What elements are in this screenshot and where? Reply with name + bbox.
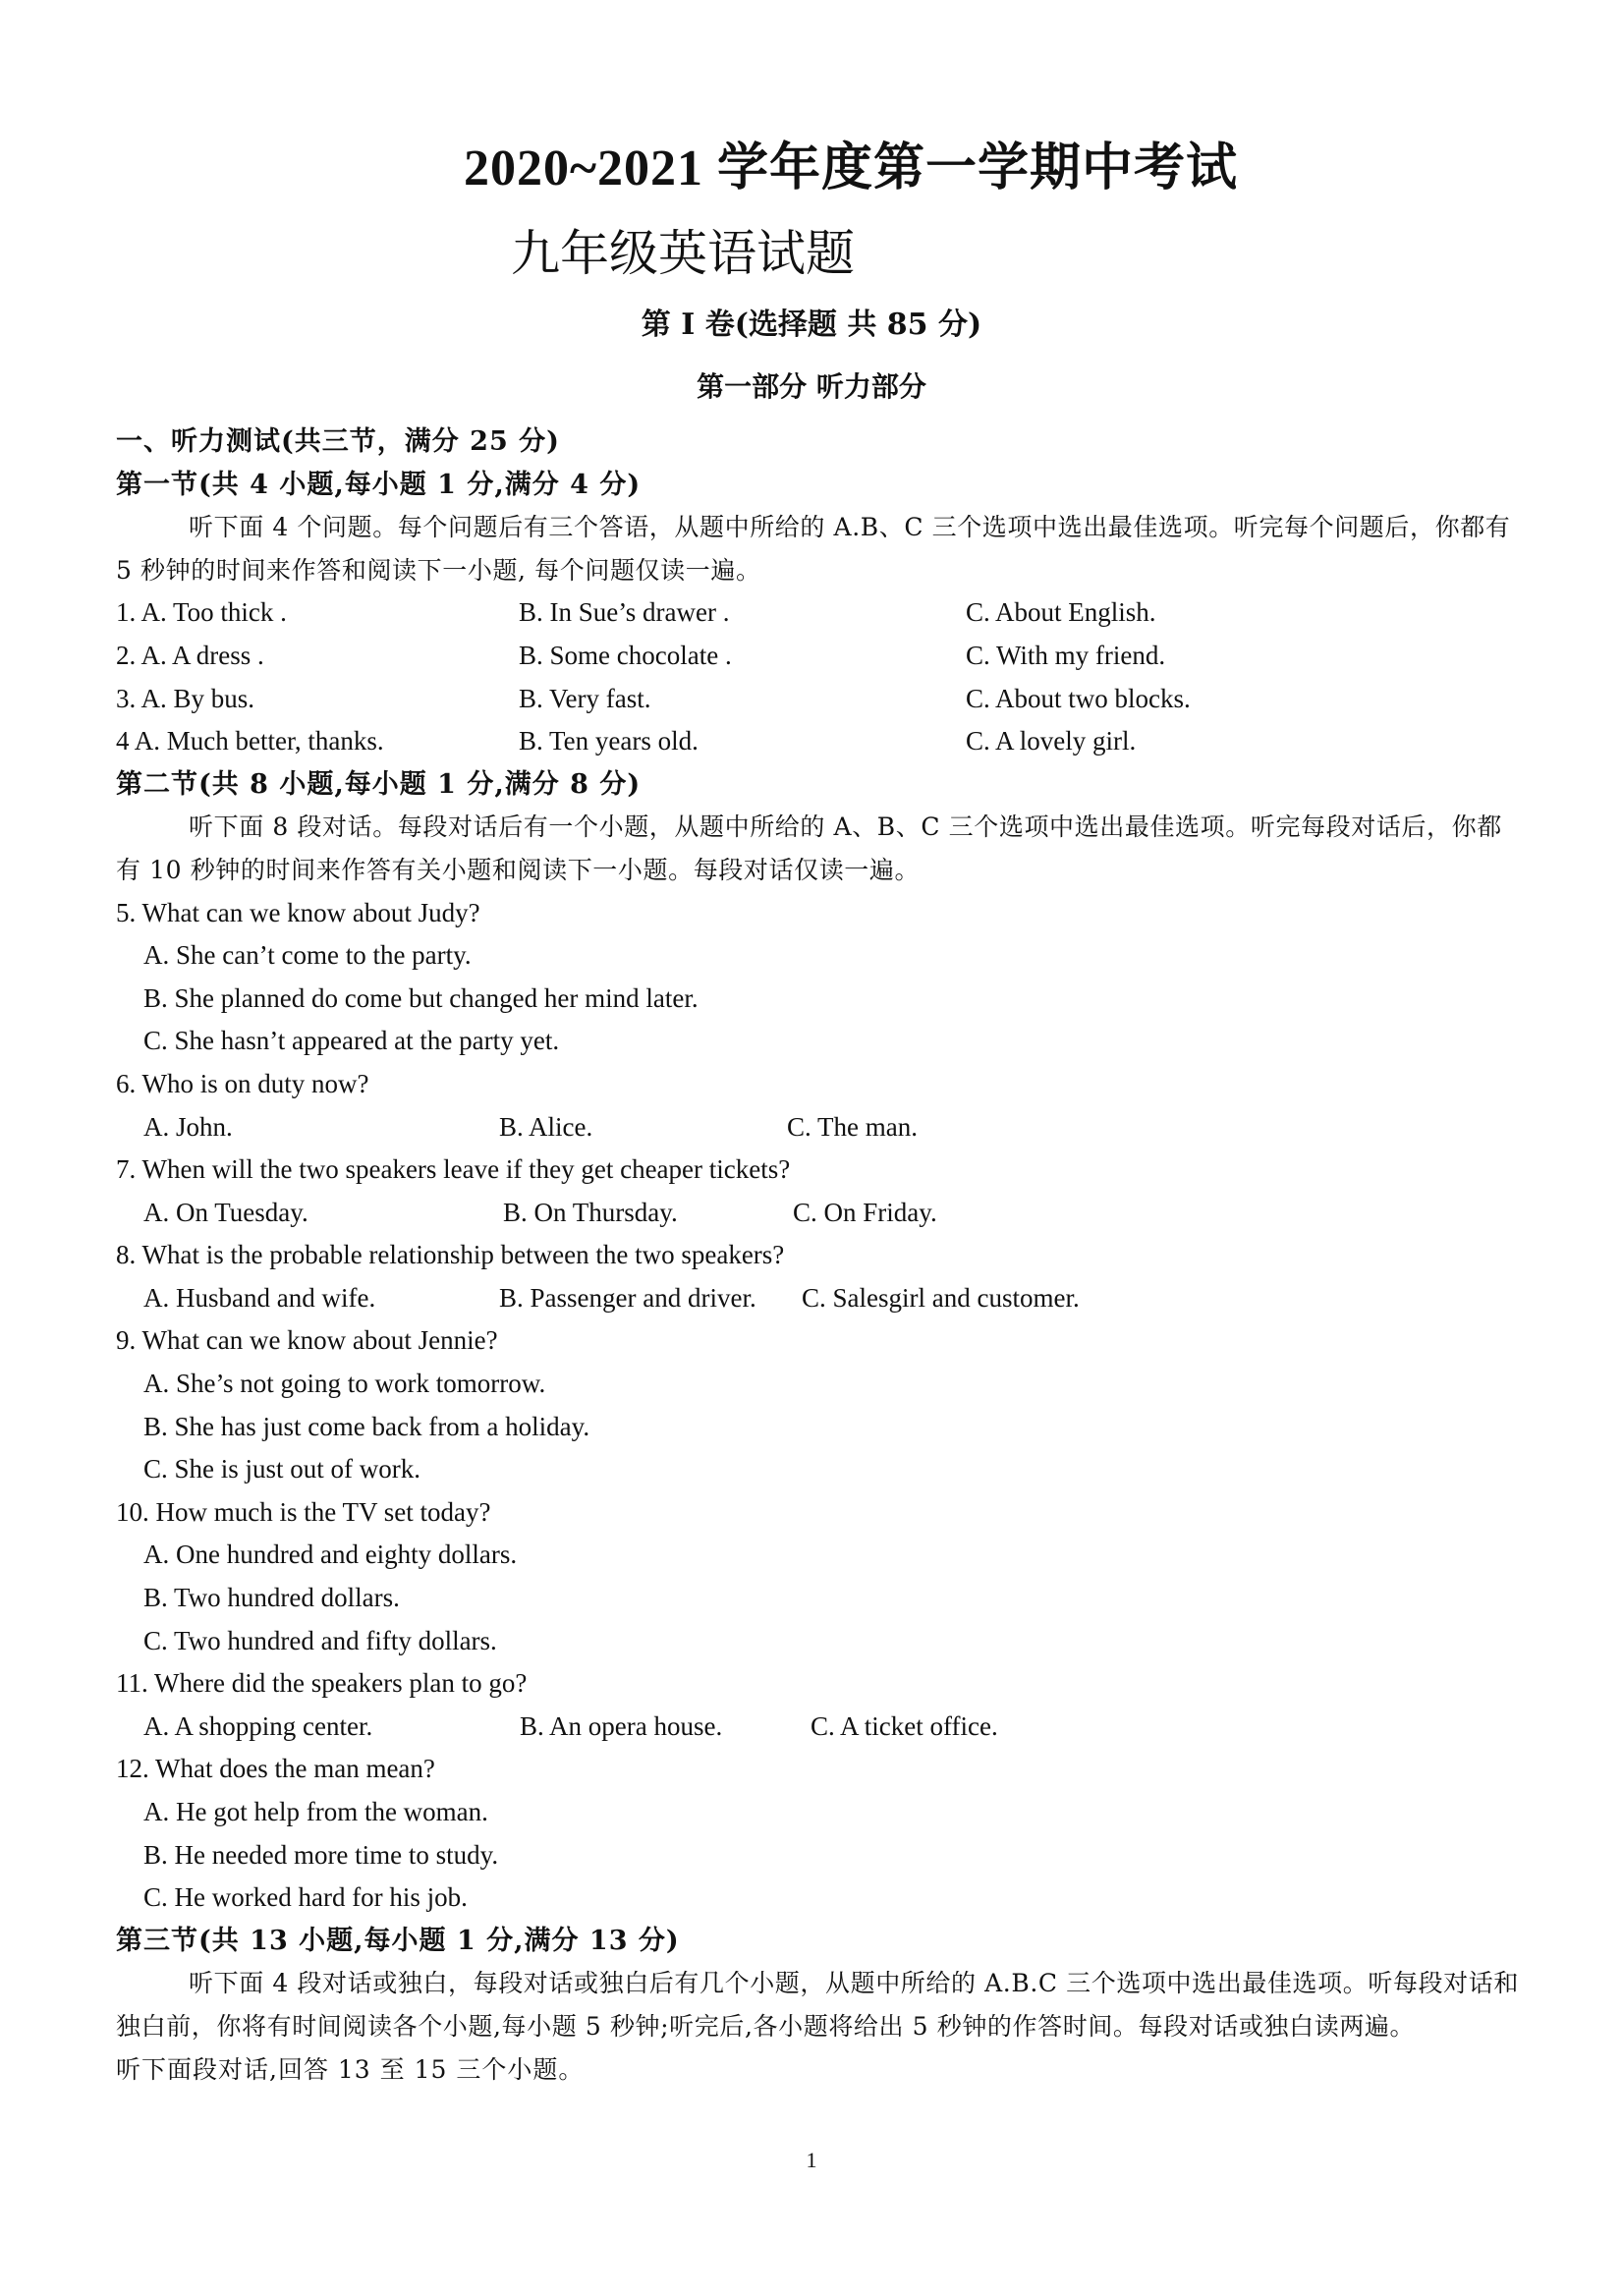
volume-heading: 第 I 卷(选择题 共 85 分) xyxy=(641,308,982,342)
option-b: B. Alice. xyxy=(499,1111,593,1142)
option-c: C. About English. xyxy=(966,597,1156,628)
option-c: C. With my friend. xyxy=(966,640,1166,670)
option-c: C. She hasn’t appeared at the party yet. xyxy=(143,1026,560,1056)
option-a: A. John. xyxy=(143,1111,233,1142)
subsection-3-instructions: 听下面 4 段对话或独白，每段对话或独白后有几个小题，从题中所给的 A.B.C 三个选项中选出最佳选项。听每段对话和独白前，你将有时间阅读各个小题,每小题 5 秒钟;听完后,各小题将给出 5 秒钟的作答时间。每段对话或独白读两遍。 xyxy=(116,1969,1519,2041)
option-c: C. On Friday. xyxy=(793,1197,937,1227)
option-b: B. Passenger and driver. xyxy=(499,1282,756,1313)
section-heading: 一、听力测试(共三节，满分 25 分) xyxy=(116,426,560,457)
question-stem: 6. Who is on duty now? xyxy=(116,1068,369,1098)
question-stem: 8. What is the probable relationship between the two speakers? xyxy=(116,1240,785,1270)
question-stem: 9. What can we know about Jennie? xyxy=(116,1325,498,1356)
subsection-3-note: 听下面段对话,回答 13 至 15 三个小题。 xyxy=(116,2054,585,2084)
question-stem: 5. What can we know about Judy? xyxy=(116,897,480,927)
option-a: A. Husband and wife. xyxy=(143,1282,376,1313)
question-stem: 12. What does the man mean? xyxy=(116,1754,435,1784)
option-c: C. Salesgirl and customer. xyxy=(802,1282,1080,1313)
option-c: C. About two blocks. xyxy=(966,683,1191,713)
question-row xyxy=(116,635,1521,678)
question-row xyxy=(116,720,1521,763)
subsection-2-instructions: 听下面 8 段对话。每段对话后有一个小题，从题中所给的 A、B、C 三个选项中选出最佳选项。听完每段对话后，你都有 10 秒钟的时间来作答有关小题和阅读下一小题。每段对话仅读一遍。 xyxy=(116,812,1502,884)
question-options xyxy=(116,1192,1521,1235)
question-row xyxy=(116,678,1521,721)
option-a: A. One hundred and eighty dollars. xyxy=(143,1540,518,1570)
option-a: 4 A. Much better, thanks. xyxy=(116,726,384,756)
option-c: C. A ticket office. xyxy=(811,1710,998,1741)
subsection-1-heading: 第一节(共 4 小题,每小题 1 分,满分 4 分) xyxy=(116,469,642,500)
option-c: C. He worked hard for his job. xyxy=(143,1882,468,1913)
part-heading: 第一部分 听力部分 xyxy=(697,370,926,403)
question-stem: 11. Where did the speakers plan to go? xyxy=(116,1668,528,1699)
option-a: A. He got help from the woman. xyxy=(143,1797,488,1826)
option-b: B. Two hundred dollars. xyxy=(143,1583,400,1613)
option-b: B. Very fast. xyxy=(519,683,651,713)
subsection-3-heading: 第三节(共 13 小题,每小题 1 分,满分 13 分) xyxy=(116,1925,680,1956)
exam-content xyxy=(116,420,1521,2091)
page-number: 1 xyxy=(806,2148,817,2172)
option-a: A. She can’t come to the party. xyxy=(143,940,472,971)
option-a: A. A shopping center. xyxy=(143,1710,373,1741)
option-a: A. She’s not going to work tomorrow. xyxy=(143,1369,546,1399)
option-b: B. She has just come back from a holiday. xyxy=(143,1411,590,1441)
option-c: C. Two hundred and fifty dollars. xyxy=(143,1625,497,1655)
question-row xyxy=(116,591,1521,635)
option-c: C. The man. xyxy=(787,1111,918,1142)
option-b: B. Some chocolate . xyxy=(519,640,732,670)
exam-subtitle: 九年级英语试题 xyxy=(511,226,855,281)
question-options xyxy=(116,1277,1521,1320)
question-options xyxy=(116,1106,1521,1149)
option-c: C. She is just out of work. xyxy=(143,1454,421,1484)
option-a: 1. A. Too thick . xyxy=(116,597,287,628)
subsection-1-instructions: 听下面 4 个问题。每个问题后有三个答语，从题中所给的 A.B、C 三个选项中选出最佳选项。听完每个问题后，你都有 5 秒钟的时间来作答和阅读下一小题, 每个问题仅读一遍。 xyxy=(116,513,1511,585)
question-stem: 10. How much is the TV set today? xyxy=(116,1496,491,1527)
option-c: C. A lovely girl. xyxy=(966,726,1137,756)
option-b: B. On Thursday. xyxy=(503,1197,678,1227)
option-a: 3. A. By bus. xyxy=(116,683,255,713)
option-a: A. On Tuesday. xyxy=(143,1197,308,1227)
option-a: 2. A. A dress . xyxy=(116,640,264,670)
option-b: B. Ten years old. xyxy=(519,726,699,756)
question-options xyxy=(116,1706,1521,1749)
question-stem: 7. When will the two speakers leave if they get cheaper tickets? xyxy=(116,1154,791,1185)
option-b: B. He needed more time to study. xyxy=(143,1839,499,1870)
option-b: B. An opera house. xyxy=(520,1710,723,1741)
subsection-2-heading: 第二节(共 8 小题,每小题 1 分,满分 8 分) xyxy=(116,768,642,800)
option-b: B. In Sue’s drawer . xyxy=(519,597,730,628)
exam-title: 2020~2021 学年度第一学期中考试 xyxy=(463,140,1239,196)
option-b: B. She planned do come but changed her mind later. xyxy=(143,982,699,1013)
